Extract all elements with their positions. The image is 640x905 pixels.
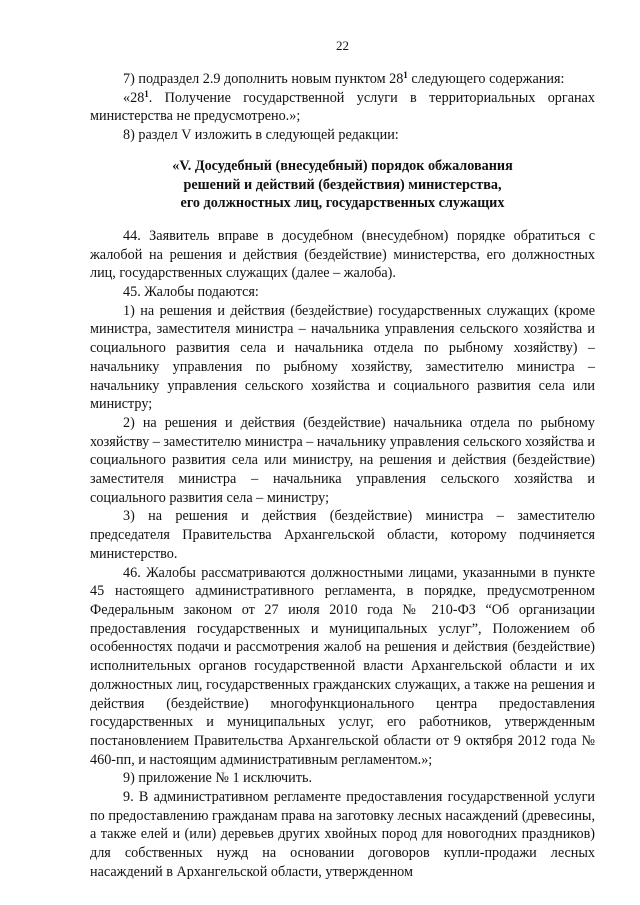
item-7-quote-text: . Получение государственной услуги в территориальных органах министерства не предусмотрено.»;: [90, 89, 595, 125]
page-number: 22: [336, 38, 349, 53]
paragraph-45: 45. Жалобы подаются:: [123, 284, 259, 301]
item-7: [90, 70, 595, 89]
item-7-tail: следующего содержания:: [407, 71, 565, 87]
paragraph-9: 9. В административном регламенте предоставления государственной услуги по предоставлению гражданам права на заготовку лесных насаждений (древесины, а также елей и (или) деревьев других хвойных пород для новогодних праздников) для собственных нужд на основании договоров купли-продажи лесных насаждений в Архангельской области, утвержденном: [90, 789, 595, 880]
item-7-quote-sup: 1: [144, 88, 149, 99]
item-8: 8) раздел V изложить в следующей редакции:: [123, 127, 399, 144]
item-7-sup: 1: [403, 70, 408, 80]
section-heading-line-1: «V. Досудебный (внесудебный) порядок обжалования: [172, 157, 513, 174]
paragraph-46: 46. Жалобы рассматриваются должностными лицами, указанными в пункте 45 настоящего административного регламента, в порядке, предусмотренном Федеральным законом от 27 июля 2010 года № 210-ФЗ “Об организации предоставления государственных и муниципальных услуг”, Положением об особенностях подачи и рассмотрения жалоб на решения и действия (бездействие) исполнительных органов государственной власти Архангельской области и их должностных лиц, государственных гражданских служащих, а также на решения и действия (бездействие) многофункционального центра предоставления государственных и муниципальных услуг, его работников, утвержденным постановлением Правительства Архангельской области от 9 октября 2012 года № 460-пп, и настоящим административным регламентом.»;: [90, 564, 595, 768]
section-heading-line-3: его должностных лиц, государственных служащих: [180, 195, 505, 212]
section-heading: [90, 157, 595, 213]
paragraph-45-3: 3) на решения и действия (бездействие) министра – заместителю председателя Правительства Архангельской области, которому подчиняется министерство.: [90, 508, 595, 562]
item-7-text: 7) подраздел 2.9 дополнить новым пунктом 28: [123, 71, 404, 87]
paragraph-44: 44. Заявитель вправе в досудебном (внесудебном) порядке обратиться с жалобой на решения и действия (бездействие) министерства, его должностных лиц, государственных служащих (далее – жалоба).: [90, 227, 595, 282]
paragraph-45-2: 2) на решения и действия (бездействие) начальника отдела по рыбному хозяйству – заместителю министра – начальнику управления сельского хозяйства и социального развития села или министру, на решения и действия (бездействие) заместителя министра – начальника управления сельского хозяйства и социального развития села – министру;: [90, 414, 595, 506]
item-7-quote: [90, 89, 595, 126]
paragraph-45-1: 1) на решения и действия (бездействие) государственных служащих (кроме министра, заместителя министра – начальника управления сельского хозяйства и социального развития села и начальника отдела по рыбному хозяйству) – начальнику управления по рыбному хозяйству, заместителю министра – начальнику управления сельского хозяйства и социального развития села или министру;: [90, 302, 595, 413]
section-heading-line-2: решений и действий (бездействия) министерства,: [183, 176, 502, 193]
item-7-quote-prefix: «28: [123, 89, 145, 106]
item-9: 9) приложение № 1 исключить.: [123, 770, 312, 787]
